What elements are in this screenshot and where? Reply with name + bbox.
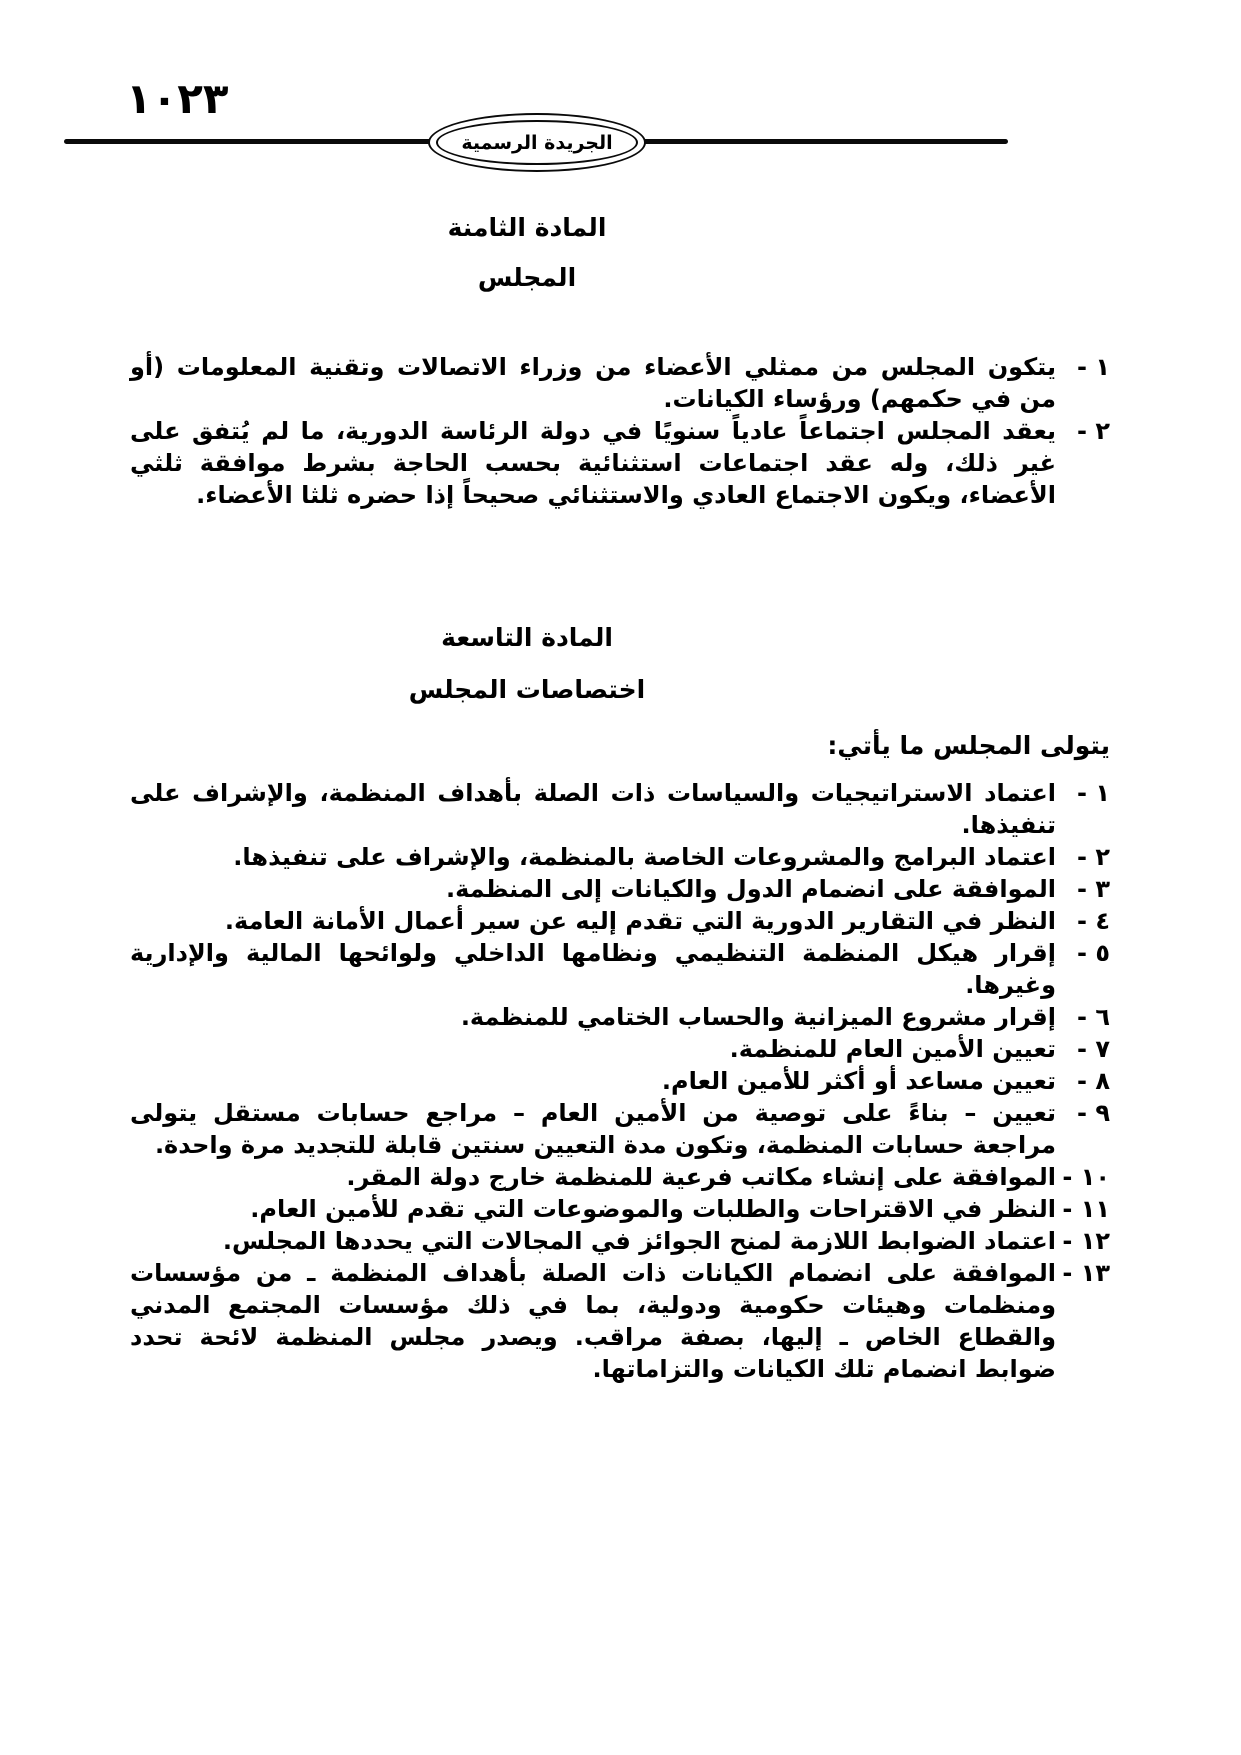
- list-item: [130, 351, 1110, 415]
- article-8-section: [130, 211, 1110, 511]
- list-item: [130, 1193, 1110, 1225]
- article-8-title: المادة الثامنة: [447, 213, 607, 242]
- item-number: ٥ -: [1077, 939, 1110, 967]
- article-9-subtitle: اختصاصات المجلس: [408, 675, 646, 704]
- article-9-list: [130, 777, 1110, 1385]
- item-text: إقرار مشروع الميزانية والحساب الختامي للمنظمة.: [460, 1003, 1056, 1031]
- item-number: ٧ -: [1077, 1035, 1110, 1063]
- article-9-title: المادة التاسعة: [441, 623, 613, 652]
- item-number: ٣ -: [1077, 875, 1110, 903]
- item-number: ١٢ -: [1062, 1227, 1110, 1255]
- list-item: [130, 1097, 1110, 1161]
- item-text: تعيين – بناءً على توصية من الأمين العام – مراجع حسابات مستقل يتولى مراجعة حسابات المنظمة، وتكون مدة التعيين سنتين قابلة للتجديد مرة واحدة.: [130, 1099, 1056, 1159]
- article-8-subtitle: المجلس: [477, 263, 577, 292]
- item-number: ٤ -: [1077, 907, 1110, 935]
- item-text: الموافقة على انضمام الدول والكيانات إلى المنظمة.: [445, 875, 1056, 903]
- page-header: [0, 0, 1241, 185]
- list-item: [130, 873, 1110, 905]
- item-text: يتكون المجلس من ممثلي الأعضاء من وزراء الاتصالات وتقنية المعلومات (أو من في حكمهم) ورؤساء الكيانات.: [130, 353, 1056, 413]
- list-item: [130, 1161, 1110, 1193]
- item-number: ١١ -: [1062, 1195, 1110, 1223]
- list-item: [130, 1225, 1110, 1257]
- item-number: ١ -: [1077, 353, 1110, 381]
- item-text: يعقد المجلس اجتماعاً عادياً سنويًا في دولة الرئاسة الدورية، ما لم يُتفق على غير ذلك، وله عقد اجتماعات استثنائية بحسب الحاجة بشرط موافقة ثلثي الأعضاء، ويكون الاجتماع العادي والاستثنائي صحيحاً إذا حضره ثلثا الأعضاء.: [130, 417, 1056, 509]
- item-text: اعتماد البرامج والمشروعات الخاصة بالمنظمة، والإشراف على تنفيذها.: [233, 843, 1056, 871]
- article-8-list: [130, 351, 1110, 511]
- gazette-banner-inner-ellipse: [436, 120, 638, 165]
- gazette-banner-title: الجريدة الرسمية: [461, 131, 613, 154]
- item-number: ١٣ -: [1062, 1259, 1110, 1287]
- list-item: [130, 415, 1110, 511]
- item-number: ١٠ -: [1062, 1163, 1110, 1191]
- article-9-section: [130, 621, 1110, 1385]
- page-content: [0, 211, 1241, 1385]
- item-text: النظر في التقارير الدورية التي تقدم إليه عن سير أعمال الأمانة العامة.: [224, 907, 1056, 935]
- list-item: [130, 841, 1110, 873]
- list-item: [130, 1065, 1110, 1097]
- item-number: ١ -: [1077, 779, 1110, 807]
- list-item: [130, 1257, 1110, 1385]
- item-number: ٨ -: [1077, 1067, 1110, 1095]
- item-number: ٢ -: [1077, 417, 1110, 445]
- list-item: [130, 905, 1110, 937]
- item-text: الموافقة على إنشاء مكاتب فرعية للمنظمة خارج دولة المقر.: [346, 1163, 1056, 1191]
- list-item: [130, 937, 1110, 1001]
- item-text: تعيين مساعد أو أكثر للأمين العام.: [661, 1067, 1056, 1095]
- item-number: ٩ -: [1077, 1099, 1110, 1127]
- item-text: إقرار هيكل المنظمة التنظيمي ونظامها الداخلي ولوائحها المالية والإدارية وغيرها.: [130, 939, 1056, 999]
- list-item: [130, 1001, 1110, 1033]
- article-9-intro: يتولى المجلس ما يأتي:: [827, 731, 1110, 760]
- item-text: النظر في الاقتراحات والطلبات والموضوعات التي تقدم للأمين العام.: [250, 1195, 1056, 1223]
- list-item: [130, 777, 1110, 841]
- item-text: اعتماد الضوابط اللازمة لمنح الجوائز في المجالات التي يحددها المجلس.: [222, 1227, 1056, 1255]
- item-text: اعتماد الاستراتيجيات والسياسات ذات الصلة بأهداف المنظمة، والإشراف على تنفيذها.: [130, 779, 1056, 839]
- item-text: الموافقة على انضمام الكيانات ذات الصلة بأهداف المنظمة ـ من مؤسسات ومنظمات وهيئات حكومية ودولية، بما في ذلك مؤسسات المجتمع المدني والقطاع الخاص ـ إليها، بصفة مراقب. ويصدر مجلس المنظمة لائحة تحدد ضوابط انضمام تلك الكيانات والتزاماتها.: [130, 1259, 1056, 1383]
- item-number: ٢ -: [1077, 843, 1110, 871]
- item-number: ٦ -: [1077, 1003, 1110, 1031]
- item-text: تعيين الأمين العام للمنظمة.: [729, 1035, 1056, 1063]
- gazette-banner: [428, 113, 646, 172]
- list-item: [130, 1033, 1110, 1065]
- page-number: ١٠٢٣: [126, 74, 229, 123]
